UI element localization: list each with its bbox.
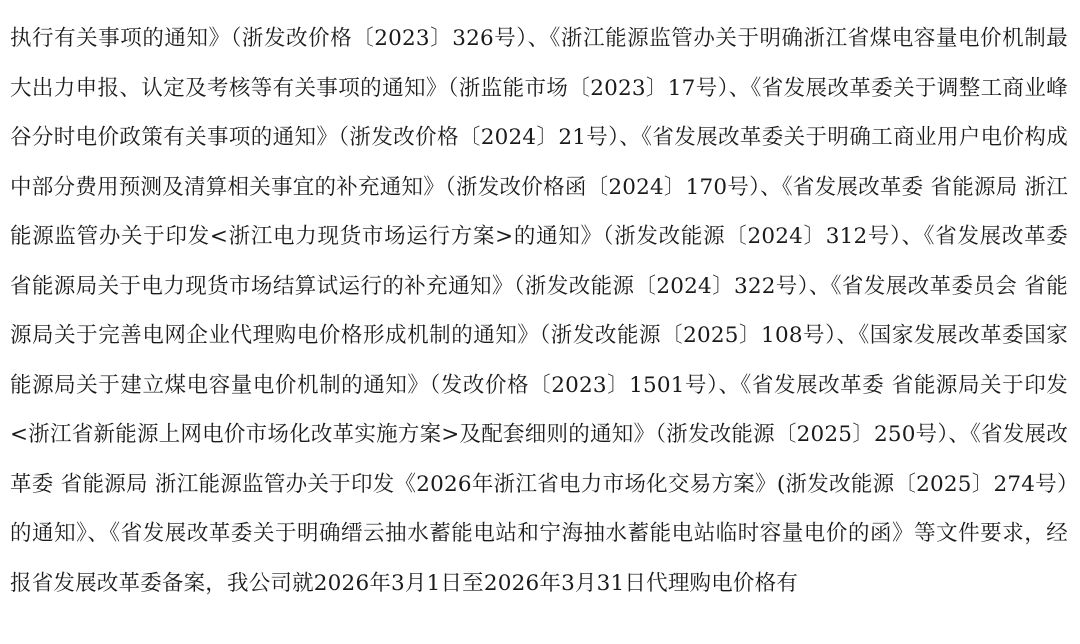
body-paragraph: 执行有关事项的通知》（浙发改价格〔2023〕326号）、《浙江能源监管办关于明确浙江省煤电容量电价机制最大出力申报、认定及考核等有关事项的通知》（浙监能市场〔2023〕17号）、《省发展改革委关于调整工商业峰谷分时电价政策有关事项的通知》（浙发改价格〔2024〕21号）、《省发展改革委关于明确工商业用户电价构成中部分费用预测及清算相关事宜的补充通知》（浙发改价格函〔2024〕170号）、《省发展改革委 省能源局 浙江能源监管办关于印发<浙江电力现货市场运行方案>的通知》（浙发改能源〔2024〕312号）、《省发展改革委 省能源局关于电力现货市场结算试运行的补充通知》（浙发改能源〔2024〕322号）、《省发展改革委员会 省能源局关于完善电网企业代理购电价格形成机制的通知》（浙发改能源〔2025〕108号）、《国家发展改革委国家能源局关于建立煤电容量电价机制的通知》（发改价格〔2023〕1501号）、《省发展改革委 省能源局关于印发<浙江省新能源上网电价市场化改革实施方案>及配套细则的通知》（浙发改能源〔2025〕250号）、《省发展改革委 省能源局 浙江能源监管办关于印发《2026年浙江省电力市场化交易方案》(浙发改能源〔2025〕274号）的通知》、《省发展改革委关于明确缙云抽水蓄能电站和宁海抽水蓄能电站临时容量电价的函》等文件要求，经报省发展改革委备案，我公司就2026年3月1日至2026年3月31日代理购电价格有 — [10, 26, 1068, 596]
document-body — [10, 14, 1068, 608]
